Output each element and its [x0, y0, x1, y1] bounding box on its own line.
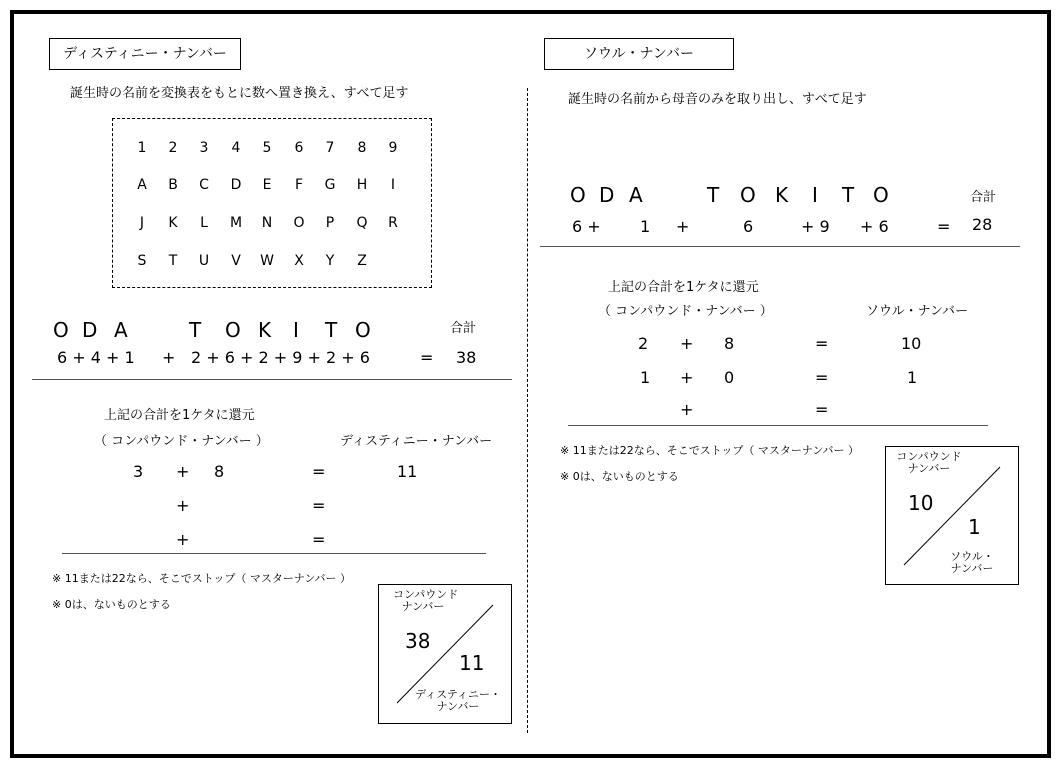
row-eq: = [312, 530, 326, 549]
conv-cell: S [137, 253, 147, 269]
conv-cell: E [262, 177, 272, 193]
conv-cell: U [198, 253, 210, 269]
conv-cell: P [325, 215, 335, 231]
name-letter: O [53, 318, 69, 342]
row-result: 11 [397, 462, 418, 481]
soul-vowel-value: + [676, 217, 690, 236]
row-eq: = [815, 368, 829, 387]
name-letter: A [629, 183, 643, 207]
conv-cell: M [229, 215, 243, 231]
destiny-sum-equals: = [420, 348, 434, 367]
divider [568, 425, 988, 426]
row-op: + [680, 334, 694, 353]
conv-cell: 1 [137, 140, 147, 156]
diagram-bottom-label-1: ソウル・ [950, 550, 994, 563]
row-b: 8 [724, 334, 735, 353]
conv-cell: D [230, 177, 242, 193]
row-op: + [176, 496, 190, 515]
conv-cell: Z [357, 253, 367, 269]
conv-cell: A [137, 177, 147, 193]
conv-cell: 3 [199, 140, 209, 156]
name-letter: T [707, 183, 720, 207]
diagram-bottom-label-2: ナンバー [436, 700, 480, 713]
conv-cell: K [168, 215, 178, 231]
row-result: 10 [901, 334, 922, 353]
diagram-final-value: 11 [459, 651, 485, 675]
destiny-note-master: ※ 11または22なら、そこでストップ（ マスターナンバー ） [52, 572, 352, 585]
diagram-bottom-label [415, 689, 501, 713]
soul-note-zero: ※ 0は、ないものとする [560, 470, 679, 483]
conv-cell: X [294, 253, 304, 269]
name-letter: A [114, 318, 128, 342]
soul-vowel-value: + 6 [860, 217, 889, 236]
diagram-top-label [393, 588, 459, 613]
conv-cell: H [356, 177, 368, 193]
conv-cell: O [293, 215, 305, 231]
row-b: 8 [214, 462, 225, 481]
soul-name-letters [0, 183, 1060, 209]
row-a: 1 [640, 368, 651, 387]
diagram-top-label-2: ナンバー [907, 462, 951, 475]
name-letter: O [225, 318, 241, 342]
row-b: 0 [724, 368, 735, 387]
name-letter: T [189, 318, 202, 342]
row-op: + [680, 368, 694, 387]
conv-cell: 4 [231, 140, 241, 156]
conv-cell: I [390, 177, 396, 193]
soul-reduce-heading: 上記の合計を1ケタに還元 [608, 280, 759, 295]
soul-title: ソウル・ナンバー [584, 46, 694, 62]
destiny-result-label: ディスティニー・ナンバー [340, 434, 493, 449]
name-letter: D [599, 183, 615, 207]
conv-cell: T [168, 253, 178, 269]
soul-vowel-value: + 9 [801, 217, 830, 236]
diagram-final-value: 1 [968, 515, 981, 539]
conv-cell: C [199, 177, 209, 193]
name-letter: K [775, 183, 789, 207]
diagram-top-label-1: コンパウンド [393, 588, 459, 601]
soul-total-value: 28 [972, 215, 993, 234]
conv-cell: J [139, 215, 145, 231]
soul-sum-equals: = [937, 217, 951, 236]
conv-cell: L [200, 215, 208, 231]
name-letter: O [873, 183, 889, 207]
soul-description: 誕生時の名前から母音のみを取り出し、すべて足す [568, 92, 867, 107]
soul-total-label: 合計 [970, 190, 997, 205]
destiny-sum-plus: + [162, 348, 176, 367]
destiny-note-zero: ※ 0は、ないものとする [52, 598, 171, 611]
name-letter: D [82, 318, 98, 342]
conv-cell: B [168, 177, 178, 193]
destiny-total-label: 合計 [450, 321, 477, 336]
row-op: + [680, 400, 694, 419]
divider [540, 246, 1020, 247]
conv-cell: R [388, 215, 398, 231]
soul-compound-label: （ コンパウンド・ナンバー ） [598, 304, 773, 319]
diagram-compound-value: 10 [908, 491, 934, 515]
row-eq: = [815, 400, 829, 419]
name-letter: O [570, 183, 586, 207]
name-letter: T [325, 318, 338, 342]
conv-cell: 6 [294, 140, 304, 156]
row-a: 3 [133, 462, 144, 481]
divider [32, 379, 512, 380]
soul-vowel-value: 6 + [572, 217, 601, 236]
destiny-compound-label: （ コンパウンド・ナンバー ） [94, 434, 269, 449]
conv-cell: G [324, 177, 336, 193]
conv-cell: 2 [168, 140, 178, 156]
destiny-title: ディスティニー・ナンバー [63, 46, 227, 62]
diagram-bottom-label-2: ナンバー [950, 562, 994, 575]
diagram-bottom-label-1: ディスティニー・ [415, 688, 502, 701]
soul-result-label: ソウル・ナンバー [866, 304, 969, 319]
soul-vowel-value: 1 [640, 217, 651, 236]
name-letter: O [740, 183, 756, 207]
conv-cell: N [261, 215, 273, 231]
name-letter: T [842, 183, 855, 207]
row-op: + [176, 462, 190, 481]
diagram-top-label-2: ナンバー [401, 600, 445, 613]
row-op: + [176, 530, 190, 549]
diagram-bottom-label [940, 551, 1004, 575]
soul-note-master: ※ 11または22なら、そこでストップ（ マスターナンバー ） [560, 444, 860, 457]
destiny-sum-first: 6 + 4 + 1 [57, 348, 135, 367]
conv-cell: W [260, 253, 274, 269]
soul-vowel-value: 6 [743, 217, 754, 236]
name-letter: K [258, 318, 272, 342]
conv-cell: 8 [357, 140, 367, 156]
destiny-description: 誕生時の名前を変換表をもとに数へ置き換え、すべて足す [70, 86, 409, 101]
destiny-sum-second: 2 + 6 + 2 + 9 + 2 + 6 [191, 348, 370, 367]
diagram-top-label [896, 451, 962, 475]
soul-summary-box [885, 446, 1019, 585]
destiny-title-box [49, 38, 241, 70]
destiny-summary-box [378, 584, 512, 724]
row-eq: = [312, 496, 326, 515]
soul-title-box [544, 38, 734, 70]
name-letter: O [355, 318, 371, 342]
conv-cell: 7 [325, 140, 335, 156]
destiny-reduce-heading: 上記の合計を1ケタに還元 [104, 408, 255, 423]
conv-cell: 9 [388, 140, 398, 156]
conv-cell: Y [325, 253, 335, 269]
row-eq: = [815, 334, 829, 353]
divider [62, 553, 486, 554]
destiny-total-value: 38 [456, 348, 477, 367]
conv-cell: 5 [262, 140, 272, 156]
row-result: 1 [907, 368, 918, 387]
destiny-name-letters [0, 318, 520, 344]
conv-cell: Q [356, 215, 368, 231]
conv-cell: V [231, 253, 241, 269]
conv-cell: F [294, 177, 304, 193]
diagram-compound-value: 38 [405, 629, 431, 653]
diagram-top-label-1: コンパウンド [896, 450, 962, 463]
name-letter: I [812, 183, 818, 207]
row-a: 2 [638, 334, 649, 353]
row-eq: = [312, 462, 326, 481]
name-letter: I [293, 318, 299, 342]
